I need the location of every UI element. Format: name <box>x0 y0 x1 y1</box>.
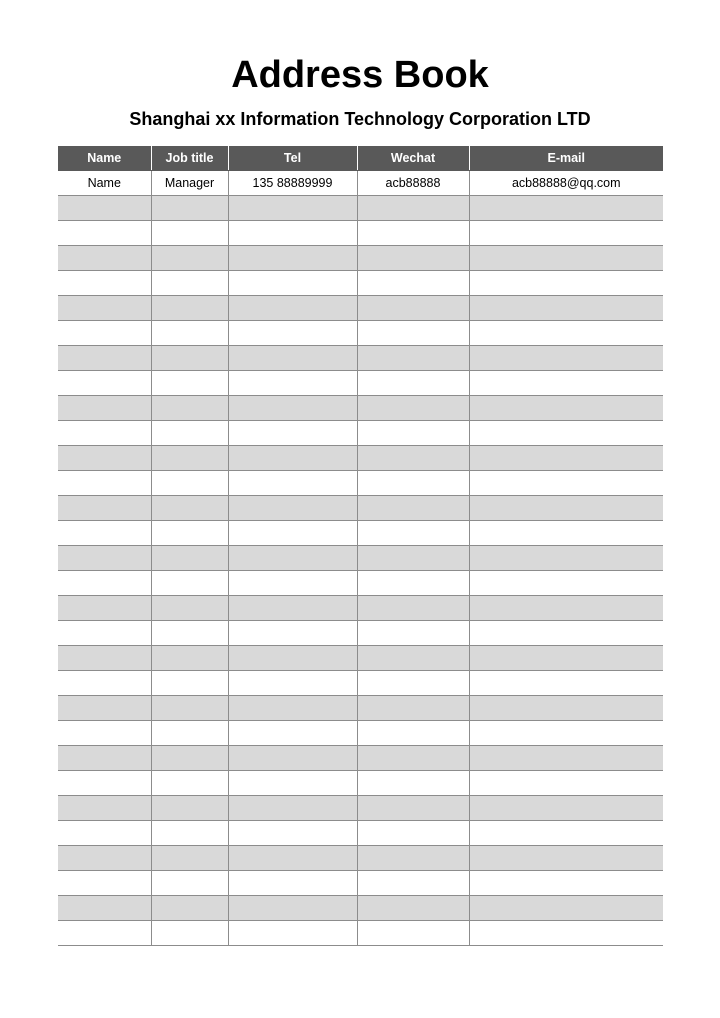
table-row <box>58 921 663 946</box>
cell-wechat <box>357 771 469 796</box>
cell-email <box>469 471 663 496</box>
cell-tel <box>228 821 357 846</box>
cell-job-title <box>151 896 228 921</box>
cell-tel <box>228 696 357 721</box>
cell-name <box>58 471 151 496</box>
cell-tel <box>228 321 357 346</box>
table-row <box>58 896 663 921</box>
cell-email <box>469 221 663 246</box>
cell-wechat <box>357 521 469 546</box>
cell-tel <box>228 846 357 871</box>
cell-email: acb88888@qq.com <box>469 171 663 196</box>
cell-email <box>469 296 663 321</box>
cell-job-title <box>151 721 228 746</box>
cell-name <box>58 771 151 796</box>
cell-wechat <box>357 446 469 471</box>
table-row <box>58 346 663 371</box>
column-header-name: Name <box>58 146 151 171</box>
cell-email <box>469 196 663 221</box>
cell-tel <box>228 721 357 746</box>
cell-email <box>469 821 663 846</box>
cell-wechat <box>357 421 469 446</box>
cell-wechat <box>357 571 469 596</box>
cell-name <box>58 446 151 471</box>
cell-wechat <box>357 696 469 721</box>
cell-job-title <box>151 796 228 821</box>
cell-email <box>469 321 663 346</box>
table-row <box>58 721 663 746</box>
cell-wechat <box>357 646 469 671</box>
cell-job-title <box>151 521 228 546</box>
cell-job-title <box>151 471 228 496</box>
cell-wechat: acb88888 <box>357 171 469 196</box>
table-row <box>58 571 663 596</box>
cell-tel <box>228 596 357 621</box>
cell-name <box>58 671 151 696</box>
cell-tel <box>228 196 357 221</box>
cell-wechat <box>357 796 469 821</box>
cell-job-title <box>151 196 228 221</box>
cell-name <box>58 921 151 946</box>
table-row <box>58 271 663 296</box>
cell-tel <box>228 446 357 471</box>
cell-email <box>469 746 663 771</box>
cell-job-title <box>151 571 228 596</box>
cell-wechat <box>357 596 469 621</box>
cell-email <box>469 671 663 696</box>
table-row <box>58 196 663 221</box>
cell-name <box>58 796 151 821</box>
cell-wechat <box>357 471 469 496</box>
table-row <box>58 246 663 271</box>
cell-wechat <box>357 721 469 746</box>
cell-name <box>58 396 151 421</box>
cell-job-title <box>151 771 228 796</box>
cell-email <box>469 696 663 721</box>
cell-email <box>469 771 663 796</box>
cell-email <box>469 646 663 671</box>
cell-name <box>58 821 151 846</box>
cell-name <box>58 896 151 921</box>
cell-tel <box>228 921 357 946</box>
cell-tel <box>228 246 357 271</box>
cell-tel <box>228 371 357 396</box>
cell-wechat <box>357 871 469 896</box>
cell-job-title <box>151 596 228 621</box>
cell-wechat <box>357 396 469 421</box>
table-row <box>58 171 663 196</box>
cell-name <box>58 371 151 396</box>
cell-job-title <box>151 921 228 946</box>
cell-email <box>469 521 663 546</box>
cell-tel <box>228 496 357 521</box>
table-body <box>58 171 663 946</box>
cell-wechat <box>357 271 469 296</box>
cell-name <box>58 746 151 771</box>
cell-job-title <box>151 871 228 896</box>
cell-wechat <box>357 246 469 271</box>
cell-name <box>58 596 151 621</box>
table-row <box>58 821 663 846</box>
cell-job-title <box>151 296 228 321</box>
table-row <box>58 696 663 721</box>
table-row <box>58 471 663 496</box>
table-row <box>58 321 663 346</box>
cell-name <box>58 321 151 346</box>
cell-tel <box>228 221 357 246</box>
cell-wechat <box>357 821 469 846</box>
cell-name <box>58 271 151 296</box>
cell-email <box>469 721 663 746</box>
table-row <box>58 771 663 796</box>
cell-job-title <box>151 221 228 246</box>
cell-email <box>469 346 663 371</box>
cell-job-title <box>151 821 228 846</box>
cell-wechat <box>357 321 469 346</box>
cell-job-title <box>151 496 228 521</box>
cell-wechat <box>357 221 469 246</box>
cell-name <box>58 721 151 746</box>
cell-email <box>469 921 663 946</box>
cell-job-title <box>151 446 228 471</box>
cell-wechat <box>357 846 469 871</box>
cell-tel <box>228 296 357 321</box>
cell-wechat <box>357 921 469 946</box>
table-row <box>58 296 663 321</box>
cell-name <box>58 521 151 546</box>
cell-email <box>469 246 663 271</box>
cell-email <box>469 371 663 396</box>
cell-name <box>58 871 151 896</box>
cell-job-title <box>151 371 228 396</box>
cell-job-title <box>151 246 228 271</box>
cell-email <box>469 421 663 446</box>
cell-job-title <box>151 546 228 571</box>
cell-tel <box>228 571 357 596</box>
cell-job-title <box>151 271 228 296</box>
cell-job-title <box>151 346 228 371</box>
table-row <box>58 621 663 646</box>
column-header-job-title: Job title <box>151 146 228 171</box>
cell-tel <box>228 896 357 921</box>
cell-job-title <box>151 621 228 646</box>
cell-job-title <box>151 696 228 721</box>
cell-tel <box>228 421 357 446</box>
cell-tel <box>228 271 357 296</box>
cell-tel <box>228 471 357 496</box>
cell-name <box>58 846 151 871</box>
table-row <box>58 796 663 821</box>
cell-wechat <box>357 896 469 921</box>
cell-job-title <box>151 646 228 671</box>
cell-name <box>58 696 151 721</box>
cell-wechat <box>357 496 469 521</box>
table-row <box>58 446 663 471</box>
cell-email <box>469 796 663 821</box>
cell-name <box>58 296 151 321</box>
cell-tel <box>228 646 357 671</box>
cell-wechat <box>357 196 469 221</box>
cell-job-title <box>151 746 228 771</box>
cell-tel <box>228 746 357 771</box>
cell-email <box>469 496 663 521</box>
cell-email <box>469 396 663 421</box>
cell-job-title: Manager <box>151 171 228 196</box>
cell-name <box>58 571 151 596</box>
cell-tel <box>228 771 357 796</box>
cell-email <box>469 846 663 871</box>
cell-email <box>469 271 663 296</box>
cell-wechat <box>357 371 469 396</box>
cell-job-title <box>151 321 228 346</box>
address-table <box>58 146 663 946</box>
cell-email <box>469 896 663 921</box>
cell-email <box>469 596 663 621</box>
table-row <box>58 871 663 896</box>
cell-job-title <box>151 421 228 446</box>
cell-name <box>58 546 151 571</box>
column-header-tel: Tel <box>228 146 357 171</box>
cell-name <box>58 646 151 671</box>
page-title: Address Book <box>231 54 489 96</box>
table-row <box>58 371 663 396</box>
cell-name: Name <box>58 171 151 196</box>
cell-tel <box>228 346 357 371</box>
table-row <box>58 596 663 621</box>
cell-name <box>58 196 151 221</box>
table-row <box>58 746 663 771</box>
table-row <box>58 521 663 546</box>
cell-tel <box>228 621 357 646</box>
table-row <box>58 396 663 421</box>
table-header-row <box>58 146 663 171</box>
cell-tel <box>228 521 357 546</box>
cell-tel <box>228 546 357 571</box>
cell-name <box>58 496 151 521</box>
table-row <box>58 671 663 696</box>
cell-name <box>58 421 151 446</box>
table-row <box>58 646 663 671</box>
page-subtitle: Shanghai xx Information Technology Corporation LTD <box>129 109 591 129</box>
cell-email <box>469 621 663 646</box>
table-row <box>58 546 663 571</box>
cell-wechat <box>357 621 469 646</box>
cell-job-title <box>151 671 228 696</box>
cell-tel: 135 88889999 <box>228 171 357 196</box>
column-header-wechat: Wechat <box>357 146 469 171</box>
cell-email <box>469 571 663 596</box>
table-row <box>58 846 663 871</box>
cell-name <box>58 621 151 646</box>
cell-tel <box>228 871 357 896</box>
cell-name <box>58 346 151 371</box>
cell-wechat <box>357 346 469 371</box>
cell-name <box>58 246 151 271</box>
cell-email <box>469 546 663 571</box>
cell-job-title <box>151 846 228 871</box>
cell-email <box>469 446 663 471</box>
cell-wechat <box>357 746 469 771</box>
cell-wechat <box>357 546 469 571</box>
cell-wechat <box>357 296 469 321</box>
cell-name <box>58 221 151 246</box>
cell-tel <box>228 396 357 421</box>
cell-email <box>469 871 663 896</box>
cell-tel <box>228 796 357 821</box>
table-row <box>58 421 663 446</box>
table-row <box>58 496 663 521</box>
cell-wechat <box>357 671 469 696</box>
table-row <box>58 221 663 246</box>
cell-tel <box>228 671 357 696</box>
cell-job-title <box>151 396 228 421</box>
column-header-email: E-mail <box>469 146 663 171</box>
